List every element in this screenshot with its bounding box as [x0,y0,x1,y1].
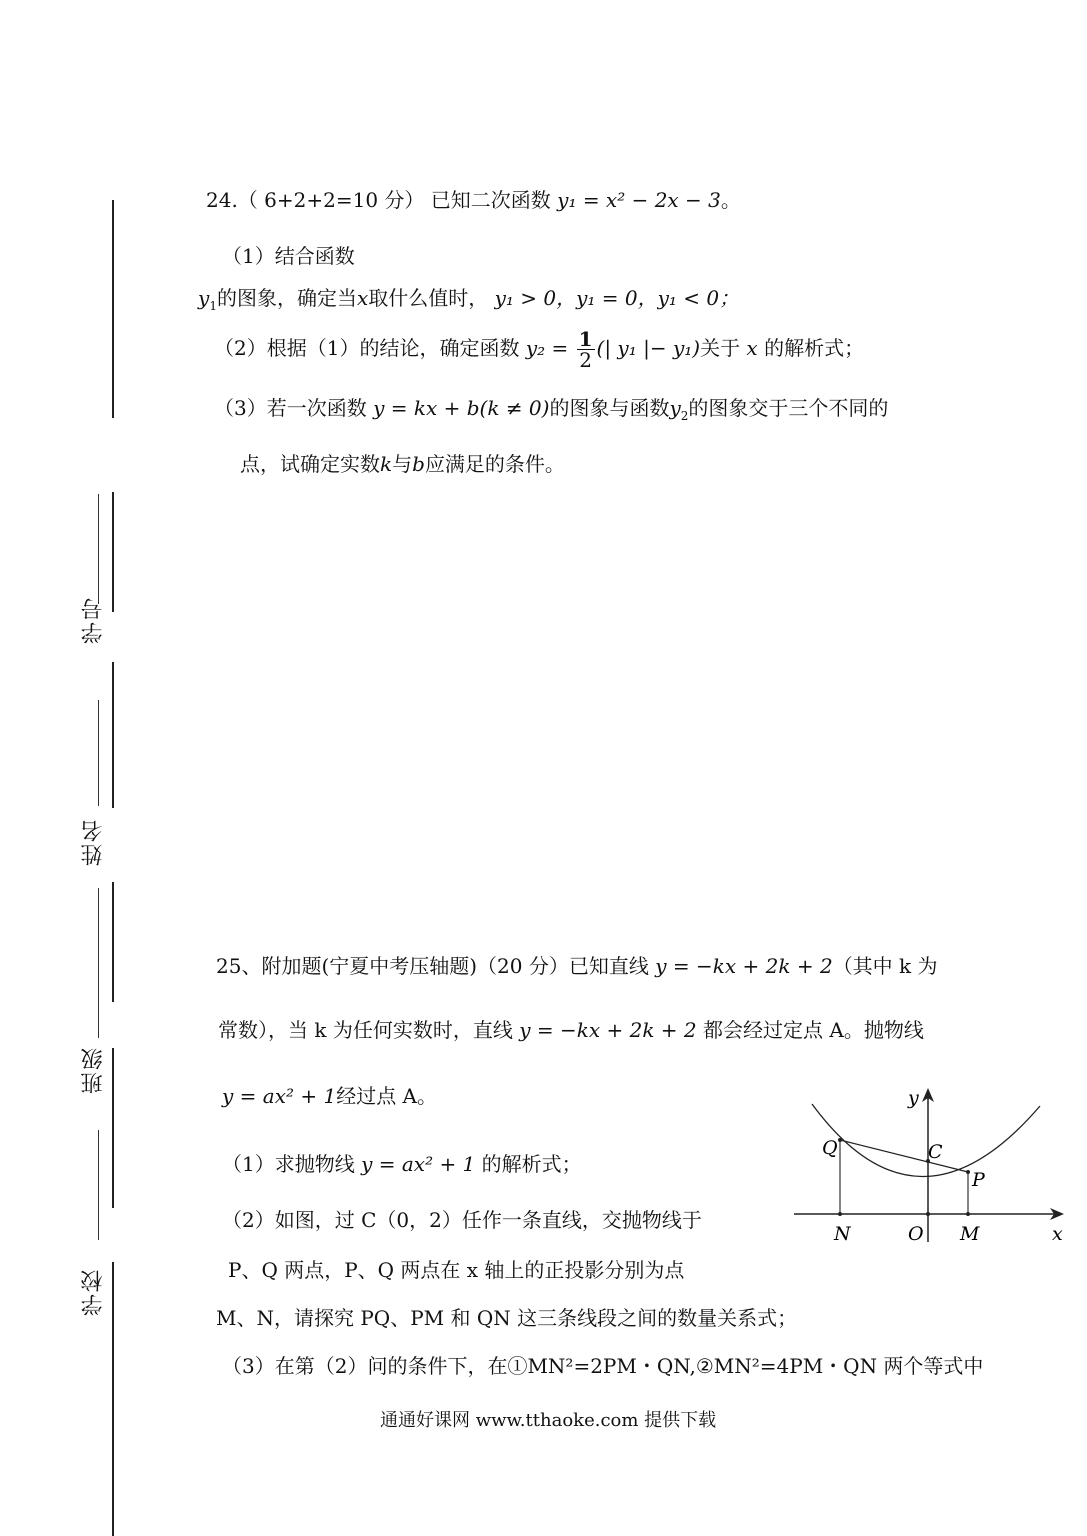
label-x: x [1052,1223,1063,1245]
q24-part3-line2-a: 点，试确定实数 [240,452,380,476]
label-m: M [960,1223,980,1245]
school-label: 学校 [81,1268,106,1316]
q24-part3-formula: y = kx + b(k ≠ 0) [373,396,550,420]
label-y: y [908,1087,919,1109]
q25-line3 [222,1082,437,1110]
y2-symbol: $y_2$ [669,396,689,423]
k-symbol: k [380,452,393,476]
q25-part2-line2: P、Q 两点，P、Q 两点在 x 轴上的正投影分别为点 [228,1258,685,1282]
answer-underline [98,494,99,604]
binding-line-segment [112,492,114,612]
q24-part3-line2-end: 应满足的条件。 [424,452,565,476]
binding-line-segment [112,1048,114,1208]
point-q [838,1138,842,1142]
q24-heading [206,186,741,214]
label-o: O [908,1223,924,1245]
q24-part2-label: （2）根据（1）的结论，确定函数 [214,336,520,360]
q24-part3-text: 的图象与函数 [549,396,670,420]
name-label: 姓名 [81,818,106,866]
parabola-curve [812,1104,1040,1177]
x-symbol: x [356,286,369,310]
parabola-figure [788,1080,1078,1250]
q24-part2-lhs: y₂ = [525,336,569,360]
q25-heading [216,952,938,980]
q25-line2 [218,1016,924,1044]
q25-part2-line3: M、N，请探究 PQ、PM 和 QN 这三条线段之间的数量关系式； [216,1306,798,1330]
q25-line2-end: 都会经过定点 A。抛物线 [703,1018,924,1042]
q25-line2-formula: y = −kx + 2k + 2 [519,1018,697,1042]
binding-line-segment [112,1262,114,1536]
one-half-fraction [577,329,595,370]
y1-symbol: $y_1$ [198,286,217,313]
q24-part2-rhs: (| y₁ |− y₁) [596,336,701,360]
q24-part1-text [198,284,739,320]
q24-part3-label: （3）若一次函数 [214,396,367,420]
fraction-numerator: 1 [578,327,593,351]
binding-line-segment [112,200,114,418]
q25-number: 25、附加题(宁夏中考压轴题)（20 分）已知直线 [216,954,649,978]
label-p: P [972,1169,985,1191]
point-p [966,1170,970,1174]
binding-line-segment [112,882,114,1002]
label-q: Q [822,1137,838,1159]
q24-part3-line2 [240,450,565,478]
student-id-label: 学号 [81,596,106,644]
q25-line3-end: 经过点 A。 [336,1084,438,1108]
q24-part1-text-a: 的图象，确定当 [216,286,357,310]
answer-underline [98,1130,99,1240]
fraction-denominator: 2 [579,348,592,372]
class-label: 班级 [81,1046,106,1094]
q24-part1-text-b: 取什么值时， [368,286,489,310]
answer-underline [98,700,99,806]
label-n: N [834,1223,851,1245]
q24-part1-label: （1）结合函数 [222,244,355,268]
q24-part3-line2-mid: 与 [392,452,413,476]
q24-part2-text: 关于 [700,336,741,360]
q24-intro: 已知二次函数 [430,188,551,212]
q25-part1-end: 的解析式； [481,1152,582,1176]
q25-part1-label: （1）求抛物线 [222,1152,355,1176]
point-m [966,1212,970,1216]
q24-part1-conditions: y₁ > 0，y₁ = 0，y₁ < 0； [494,286,740,310]
q24-intro-formula: y₁ = x² − 2x − 3 [557,188,721,212]
point-n [838,1212,842,1216]
footer-text: 通通好课网 www.tthaoke.com 提供下载 [380,1410,717,1431]
answer-underline [98,888,99,1038]
q25-part1 [222,1150,582,1178]
x-symbol: x [740,336,765,360]
point-o [926,1212,930,1216]
q25-line-text-end: （其中 k 为 [832,954,938,978]
q24-intro-end: 。 [720,188,741,212]
q25-line3-formula: y = ax² + 1 [222,1084,337,1108]
q25-part1-formula: y = ax² + 1 [361,1152,476,1176]
q25-line2-text: 常数），当 k 为任何实数时，直线 [218,1018,513,1042]
b-symbol: b [412,452,425,476]
q25-part3-line: （3）在第（2）问的条件下，在①MN²=2PM・QN,②MN²=4PM・QN 两个等式中 [222,1354,984,1378]
q25-line-formula: y = −kx + 2k + 2 [655,954,833,978]
q24-part3 [214,394,888,430]
label-c: C [928,1141,943,1163]
q24-part3-text-end: 的图象交于三个不同的 [688,396,889,420]
q24-number: 24.（ 6+2+2=10 分） [206,188,425,212]
q24-part2 [214,328,864,370]
chord-qp [840,1140,968,1172]
binding-line-segment [112,662,114,808]
q24-part2-text-end: 的解析式； [764,336,865,360]
q25-part2-line1: （2）如图，过 C（0，2）任作一条直线，交抛物线于 [222,1208,702,1232]
